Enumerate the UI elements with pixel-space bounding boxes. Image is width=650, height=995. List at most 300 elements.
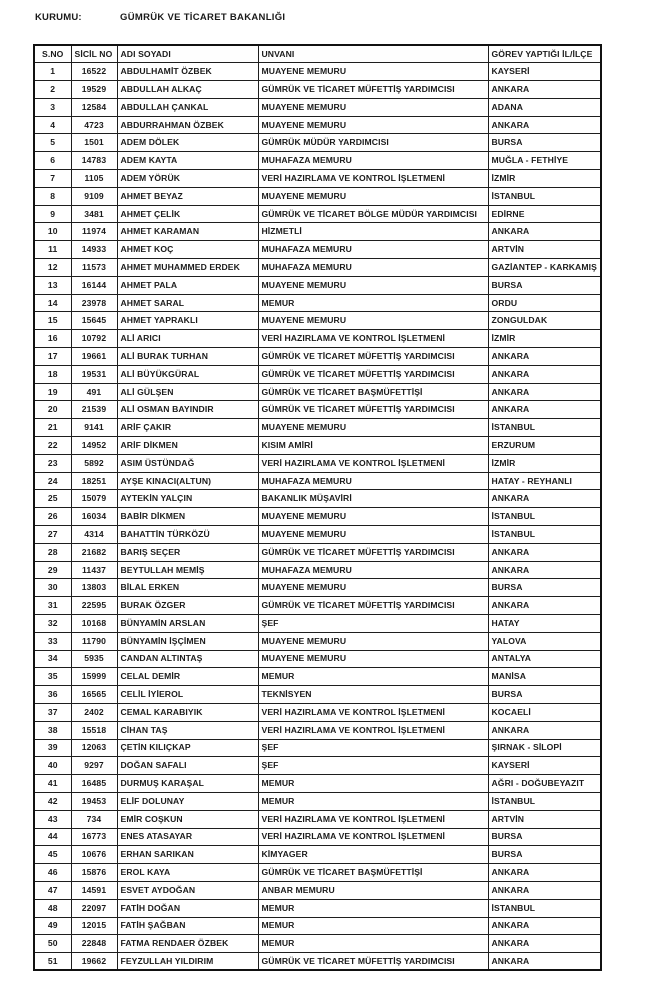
cell-sno: 18 [34, 365, 71, 383]
cell-adi-soyadi: BİLAL ERKEN [117, 579, 258, 597]
cell-sicil-no: 19531 [71, 365, 117, 383]
cell-sicil-no: 491 [71, 383, 117, 401]
cell-adi-soyadi: BARIŞ SEÇER [117, 543, 258, 561]
cell-sicil-no: 9141 [71, 419, 117, 437]
cell-unvani: MUAYENE MEMURU [258, 650, 488, 668]
cell-gorev-il: ANKARA [488, 543, 601, 561]
cell-sicil-no: 1501 [71, 134, 117, 152]
table-row [34, 223, 601, 241]
cell-sicil-no: 14783 [71, 152, 117, 170]
cell-adi-soyadi: AHMET KARAMAN [117, 223, 258, 241]
table-row [34, 508, 601, 526]
cell-unvani: VERİ HAZIRLAMA VE KONTROL İŞLETMENİ [258, 454, 488, 472]
table-row [34, 187, 601, 205]
cell-gorev-il: ANKARA [488, 953, 601, 971]
cell-gorev-il: BURSA [488, 686, 601, 704]
cell-sicil-no: 19661 [71, 348, 117, 366]
cell-unvani: GÜMRÜK VE TİCARET BÖLGE MÜDÜR YARDIMCISI [258, 205, 488, 223]
cell-gorev-il: ANKARA [488, 864, 601, 882]
cell-gorev-il: ZONGULDAK [488, 312, 601, 330]
cell-adi-soyadi: ALİ BURAK TURHAN [117, 348, 258, 366]
cell-adi-soyadi: ENES ATASAYAR [117, 828, 258, 846]
cell-sno: 32 [34, 615, 71, 633]
cell-unvani: ŞEF [258, 615, 488, 633]
cell-sno: 46 [34, 864, 71, 882]
table-row [34, 881, 601, 899]
cell-sno: 40 [34, 757, 71, 775]
cell-unvani: GÜMRÜK VE TİCARET MÜFETTİŞ YARDIMCISI [258, 81, 488, 99]
cell-adi-soyadi: BÜNYAMİN İŞÇİMEN [117, 632, 258, 650]
column-header: SİCİL NO [71, 45, 117, 63]
cell-gorev-il: YALOVA [488, 632, 601, 650]
table-row [34, 668, 601, 686]
cell-sicil-no: 16485 [71, 775, 117, 793]
table-row [34, 650, 601, 668]
cell-unvani: GÜMRÜK VE TİCARET BAŞMÜFETTİŞİ [258, 864, 488, 882]
cell-sicil-no: 15645 [71, 312, 117, 330]
cell-unvani: ŞEF [258, 757, 488, 775]
cell-sicil-no: 19529 [71, 81, 117, 99]
cell-gorev-il: İSTANBUL [488, 792, 601, 810]
cell-sno: 44 [34, 828, 71, 846]
cell-sno: 47 [34, 881, 71, 899]
cell-unvani: MUHAFAZA MEMURU [258, 241, 488, 259]
table-row [34, 170, 601, 188]
cell-sicil-no: 11790 [71, 632, 117, 650]
table-row [34, 739, 601, 757]
cell-sno: 28 [34, 543, 71, 561]
cell-sno: 34 [34, 650, 71, 668]
cell-adi-soyadi: ABDULLAH ÇANKAL [117, 98, 258, 116]
cell-gorev-il: ANKARA [488, 721, 601, 739]
cell-sno: 8 [34, 187, 71, 205]
cell-gorev-il: ARTVİN [488, 241, 601, 259]
cell-adi-soyadi: ALİ ARICI [117, 330, 258, 348]
cell-sicil-no: 3481 [71, 205, 117, 223]
cell-sicil-no: 16144 [71, 276, 117, 294]
cell-sicil-no: 12015 [71, 917, 117, 935]
cell-sicil-no: 14933 [71, 241, 117, 259]
cell-sicil-no: 11974 [71, 223, 117, 241]
cell-adi-soyadi: AHMET YAPRAKLI [117, 312, 258, 330]
table-row [34, 437, 601, 455]
cell-sicil-no: 10792 [71, 330, 117, 348]
cell-adi-soyadi: FATMA RENDAER ÖZBEK [117, 935, 258, 953]
cell-sno: 5 [34, 134, 71, 152]
table-row [34, 490, 601, 508]
cell-sno: 22 [34, 437, 71, 455]
cell-gorev-il: ARTVİN [488, 810, 601, 828]
table-row [34, 721, 601, 739]
cell-unvani: ANBAR MEMURU [258, 881, 488, 899]
cell-unvani: KISIM AMİRİ [258, 437, 488, 455]
cell-sno: 30 [34, 579, 71, 597]
column-header: UNVANI [258, 45, 488, 63]
cell-sno: 1 [34, 63, 71, 81]
cell-gorev-il: AĞRI - DOĞUBEYAZIT [488, 775, 601, 793]
cell-sno: 25 [34, 490, 71, 508]
cell-sno: 49 [34, 917, 71, 935]
table-row [34, 543, 601, 561]
table-row [34, 703, 601, 721]
cell-sicil-no: 15876 [71, 864, 117, 882]
cell-gorev-il: KAYSERİ [488, 757, 601, 775]
table-row [34, 792, 601, 810]
cell-sno: 29 [34, 561, 71, 579]
cell-gorev-il: MUĞLA - FETHİYE [488, 152, 601, 170]
cell-sicil-no: 11437 [71, 561, 117, 579]
cell-sicil-no: 19453 [71, 792, 117, 810]
cell-sno: 14 [34, 294, 71, 312]
cell-gorev-il: İSTANBUL [488, 899, 601, 917]
cell-adi-soyadi: ABDULHAMİT ÖZBEK [117, 63, 258, 81]
cell-gorev-il: BURSA [488, 579, 601, 597]
cell-gorev-il: ANKARA [488, 401, 601, 419]
cell-sno: 38 [34, 721, 71, 739]
cell-unvani: VERİ HAZIRLAMA VE KONTROL İŞLETMENİ [258, 170, 488, 188]
column-header: S.NO [34, 45, 71, 63]
table-row [34, 241, 601, 259]
table-row [34, 312, 601, 330]
cell-sicil-no: 14952 [71, 437, 117, 455]
column-header: ADI SOYADI [117, 45, 258, 63]
cell-unvani: MUAYENE MEMURU [258, 276, 488, 294]
table-row [34, 454, 601, 472]
cell-sno: 36 [34, 686, 71, 704]
cell-gorev-il: ERZURUM [488, 437, 601, 455]
cell-sicil-no: 2402 [71, 703, 117, 721]
table-body [34, 63, 601, 971]
cell-adi-soyadi: CANDAN ALTINTAŞ [117, 650, 258, 668]
cell-sicil-no: 22595 [71, 597, 117, 615]
table-row [34, 597, 601, 615]
cell-unvani: GÜMRÜK VE TİCARET MÜFETTİŞ YARDIMCISI [258, 348, 488, 366]
cell-adi-soyadi: CELİL İYİEROL [117, 686, 258, 704]
cell-sno: 26 [34, 508, 71, 526]
table-row [34, 134, 601, 152]
cell-sicil-no: 19662 [71, 953, 117, 971]
cell-unvani: MUHAFAZA MEMURU [258, 472, 488, 490]
cell-sicil-no: 11573 [71, 259, 117, 277]
table-row [34, 419, 601, 437]
cell-sno: 51 [34, 953, 71, 971]
cell-sno: 12 [34, 259, 71, 277]
cell-unvani: GÜMRÜK VE TİCARET MÜFETTİŞ YARDIMCISI [258, 953, 488, 971]
cell-adi-soyadi: EMİR COŞKUN [117, 810, 258, 828]
cell-sno: 4 [34, 116, 71, 134]
cell-sno: 16 [34, 330, 71, 348]
table-row [34, 632, 601, 650]
cell-gorev-il: ANKARA [488, 561, 601, 579]
cell-sicil-no: 734 [71, 810, 117, 828]
cell-gorev-il: EDİRNE [488, 205, 601, 223]
cell-sno: 10 [34, 223, 71, 241]
cell-sno: 21 [34, 419, 71, 437]
cell-unvani: GÜMRÜK MÜDÜR YARDIMCISI [258, 134, 488, 152]
cell-gorev-il: ANKARA [488, 81, 601, 99]
table-row [34, 116, 601, 134]
cell-gorev-il: ANKARA [488, 490, 601, 508]
cell-sno: 13 [34, 276, 71, 294]
cell-adi-soyadi: CELAL DEMİR [117, 668, 258, 686]
cell-gorev-il: HATAY [488, 615, 601, 633]
cell-sno: 48 [34, 899, 71, 917]
cell-adi-soyadi: ÇETİN KILIÇKAP [117, 739, 258, 757]
cell-unvani: MUAYENE MEMURU [258, 98, 488, 116]
cell-unvani: GÜMRÜK VE TİCARET MÜFETTİŞ YARDIMCISI [258, 597, 488, 615]
cell-sicil-no: 5892 [71, 454, 117, 472]
cell-sno: 7 [34, 170, 71, 188]
cell-adi-soyadi: ADEM DÖLEK [117, 134, 258, 152]
cell-gorev-il: ADANA [488, 98, 601, 116]
cell-adi-soyadi: BAHATTİN TÜRKÖZÜ [117, 526, 258, 544]
table-row [34, 757, 601, 775]
cell-adi-soyadi: DURMUŞ KARAŞAL [117, 775, 258, 793]
cell-gorev-il: İSTANBUL [488, 419, 601, 437]
cell-unvani: KİMYAGER [258, 846, 488, 864]
cell-unvani: VERİ HAZIRLAMA VE KONTROL İŞLETMENİ [258, 721, 488, 739]
cell-sno: 11 [34, 241, 71, 259]
cell-gorev-il: İZMİR [488, 170, 601, 188]
cell-sno: 35 [34, 668, 71, 686]
cell-sicil-no: 15079 [71, 490, 117, 508]
document-header [35, 12, 285, 23]
cell-adi-soyadi: ABDULLAH ALKAÇ [117, 81, 258, 99]
cell-unvani: GÜMRÜK VE TİCARET MÜFETTİŞ YARDIMCISI [258, 401, 488, 419]
table-row [34, 98, 601, 116]
cell-gorev-il: ANKARA [488, 881, 601, 899]
table-row [34, 472, 601, 490]
cell-sicil-no: 15518 [71, 721, 117, 739]
cell-sno: 3 [34, 98, 71, 116]
cell-adi-soyadi: ESVET AYDOĞAN [117, 881, 258, 899]
cell-adi-soyadi: EROL KAYA [117, 864, 258, 882]
cell-sicil-no: 15999 [71, 668, 117, 686]
cell-adi-soyadi: ADEM KAYTA [117, 152, 258, 170]
cell-adi-soyadi: ARİF DİKMEN [117, 437, 258, 455]
cell-unvani: MUAYENE MEMURU [258, 419, 488, 437]
cell-unvani: ŞEF [258, 739, 488, 757]
cell-sicil-no: 12063 [71, 739, 117, 757]
cell-sicil-no: 4314 [71, 526, 117, 544]
table-row [34, 775, 601, 793]
cell-unvani: BAKANLIK MÜŞAVİRİ [258, 490, 488, 508]
cell-gorev-il: MANİSA [488, 668, 601, 686]
cell-unvani: MUAYENE MEMURU [258, 508, 488, 526]
cell-adi-soyadi: AHMET KOÇ [117, 241, 258, 259]
cell-unvani: MUAYENE MEMURU [258, 116, 488, 134]
cell-sicil-no: 12584 [71, 98, 117, 116]
table-row [34, 810, 601, 828]
cell-adi-soyadi: CEMAL KARABIYIK [117, 703, 258, 721]
table-row [34, 294, 601, 312]
cell-unvani: GÜMRÜK VE TİCARET MÜFETTİŞ YARDIMCISI [258, 543, 488, 561]
table-row [34, 365, 601, 383]
cell-adi-soyadi: AHMET PALA [117, 276, 258, 294]
cell-gorev-il: İZMİR [488, 454, 601, 472]
cell-sicil-no: 14591 [71, 881, 117, 899]
cell-unvani: TEKNİSYEN [258, 686, 488, 704]
cell-sicil-no: 13803 [71, 579, 117, 597]
kurumu-label: KURUMU: [35, 12, 82, 23]
cell-unvani: MEMUR [258, 935, 488, 953]
cell-sno: 33 [34, 632, 71, 650]
cell-gorev-il: İSTANBUL [488, 508, 601, 526]
cell-unvani: MUAYENE MEMURU [258, 187, 488, 205]
cell-sicil-no: 10676 [71, 846, 117, 864]
cell-unvani: MUHAFAZA MEMURU [258, 152, 488, 170]
cell-gorev-il: ANKARA [488, 597, 601, 615]
cell-gorev-il: ANKARA [488, 383, 601, 401]
cell-adi-soyadi: BÜNYAMİN ARSLAN [117, 615, 258, 633]
cell-adi-soyadi: FATİH DOĞAN [117, 899, 258, 917]
cell-gorev-il: ANKARA [488, 223, 601, 241]
cell-sno: 2 [34, 81, 71, 99]
table-row [34, 846, 601, 864]
cell-sno: 31 [34, 597, 71, 615]
table-row [34, 526, 601, 544]
table-row [34, 864, 601, 882]
cell-sno: 17 [34, 348, 71, 366]
cell-gorev-il: ORDU [488, 294, 601, 312]
cell-unvani: MUHAFAZA MEMURU [258, 259, 488, 277]
cell-unvani: MEMUR [258, 917, 488, 935]
cell-unvani: MEMUR [258, 294, 488, 312]
cell-gorev-il: HATAY - REYHANLI [488, 472, 601, 490]
cell-sno: 20 [34, 401, 71, 419]
cell-unvani: MUAYENE MEMURU [258, 63, 488, 81]
cell-unvani: VERİ HAZIRLAMA VE KONTROL İŞLETMENİ [258, 330, 488, 348]
cell-unvani: MEMUR [258, 668, 488, 686]
cell-sicil-no: 22848 [71, 935, 117, 953]
cell-sicil-no: 22097 [71, 899, 117, 917]
cell-adi-soyadi: AHMET SARAL [117, 294, 258, 312]
table-row [34, 917, 601, 935]
table-row [34, 953, 601, 971]
cell-adi-soyadi: BEYTULLAH MEMİŞ [117, 561, 258, 579]
cell-adi-soyadi: AYTEKİN YALÇIN [117, 490, 258, 508]
cell-sicil-no: 16522 [71, 63, 117, 81]
cell-adi-soyadi: CİHAN TAŞ [117, 721, 258, 739]
cell-gorev-il: İZMİR [488, 330, 601, 348]
table-row [34, 259, 601, 277]
table-row [34, 899, 601, 917]
table-row [34, 383, 601, 401]
cell-adi-soyadi: AHMET ÇELİK [117, 205, 258, 223]
cell-sno: 50 [34, 935, 71, 953]
cell-unvani: MEMUR [258, 899, 488, 917]
cell-unvani: GÜMRÜK VE TİCARET BAŞMÜFETTİŞİ [258, 383, 488, 401]
cell-sno: 37 [34, 703, 71, 721]
cell-unvani: MUAYENE MEMURU [258, 579, 488, 597]
cell-gorev-il: BURSA [488, 134, 601, 152]
cell-gorev-il: KAYSERİ [488, 63, 601, 81]
cell-gorev-il: BURSA [488, 846, 601, 864]
cell-sicil-no: 4723 [71, 116, 117, 134]
cell-adi-soyadi: FATİH ŞAĞBAN [117, 917, 258, 935]
table-row [34, 561, 601, 579]
cell-adi-soyadi: BURAK ÖZGER [117, 597, 258, 615]
cell-unvani: MUHAFAZA MEMURU [258, 561, 488, 579]
cell-sno: 23 [34, 454, 71, 472]
cell-adi-soyadi: ALİ BÜYÜKGÜRAL [117, 365, 258, 383]
table-row [34, 579, 601, 597]
cell-adi-soyadi: ALİ GÜLŞEN [117, 383, 258, 401]
cell-unvani: MEMUR [258, 775, 488, 793]
table-row [34, 686, 601, 704]
cell-sno: 9 [34, 205, 71, 223]
table-row [34, 152, 601, 170]
cell-gorev-il: İSTANBUL [488, 187, 601, 205]
cell-unvani: VERİ HAZIRLAMA VE KONTROL İŞLETMENİ [258, 810, 488, 828]
table-row [34, 935, 601, 953]
table-row [34, 348, 601, 366]
cell-sicil-no: 21682 [71, 543, 117, 561]
cell-sicil-no: 16034 [71, 508, 117, 526]
cell-sno: 43 [34, 810, 71, 828]
cell-gorev-il: İSTANBUL [488, 526, 601, 544]
cell-adi-soyadi: BABİR DİKMEN [117, 508, 258, 526]
cell-adi-soyadi: ARİF ÇAKIR [117, 419, 258, 437]
table-row [34, 828, 601, 846]
table-row [34, 81, 601, 99]
cell-adi-soyadi: DOĞAN SAFALI [117, 757, 258, 775]
table-row [34, 330, 601, 348]
cell-gorev-il: BURSA [488, 276, 601, 294]
cell-sno: 15 [34, 312, 71, 330]
cell-adi-soyadi: AHMET BEYAZ [117, 187, 258, 205]
cell-sno: 27 [34, 526, 71, 544]
cell-sicil-no: 18251 [71, 472, 117, 490]
table-header [34, 45, 601, 63]
cell-adi-soyadi: ERHAN SARIKAN [117, 846, 258, 864]
cell-unvani: MEMUR [258, 792, 488, 810]
cell-gorev-il: ANKARA [488, 116, 601, 134]
cell-unvani: VERİ HAZIRLAMA VE KONTROL İŞLETMENİ [258, 703, 488, 721]
table-row [34, 63, 601, 81]
cell-adi-soyadi: ELİF DOLUNAY [117, 792, 258, 810]
cell-adi-soyadi: AHMET MUHAMMED ERDEK [117, 259, 258, 277]
cell-sicil-no: 21539 [71, 401, 117, 419]
table-header-row [34, 45, 601, 63]
personnel-table [33, 44, 602, 971]
cell-unvani: MUAYENE MEMURU [258, 526, 488, 544]
table-row [34, 615, 601, 633]
cell-adi-soyadi: ABDURRAHMAN ÖZBEK [117, 116, 258, 134]
cell-adi-soyadi: AYŞE KINACI(ALTUN) [117, 472, 258, 490]
cell-sicil-no: 16773 [71, 828, 117, 846]
cell-sicil-no: 16565 [71, 686, 117, 704]
column-header: GÖREV YAPTIĞI İL/İLÇE [488, 45, 601, 63]
cell-gorev-il: ANKARA [488, 917, 601, 935]
kurumu-value: GÜMRÜK VE TİCARET BAKANLIĞI [120, 12, 286, 23]
table-row [34, 205, 601, 223]
cell-adi-soyadi: FEYZULLAH YILDIRIM [117, 953, 258, 971]
cell-sno: 41 [34, 775, 71, 793]
cell-gorev-il: ANKARA [488, 935, 601, 953]
cell-sno: 45 [34, 846, 71, 864]
cell-unvani: MUAYENE MEMURU [258, 632, 488, 650]
cell-sno: 19 [34, 383, 71, 401]
cell-unvani: GÜMRÜK VE TİCARET MÜFETTİŞ YARDIMCISI [258, 365, 488, 383]
cell-adi-soyadi: ASIM ÜSTÜNDAĞ [117, 454, 258, 472]
cell-gorev-il: ANTALYA [488, 650, 601, 668]
cell-sicil-no: 1105 [71, 170, 117, 188]
cell-sicil-no: 10168 [71, 615, 117, 633]
cell-unvani: HİZMETLİ [258, 223, 488, 241]
cell-unvani: VERİ HAZIRLAMA VE KONTROL İŞLETMENİ [258, 828, 488, 846]
cell-adi-soyadi: ALİ OSMAN BAYINDIR [117, 401, 258, 419]
